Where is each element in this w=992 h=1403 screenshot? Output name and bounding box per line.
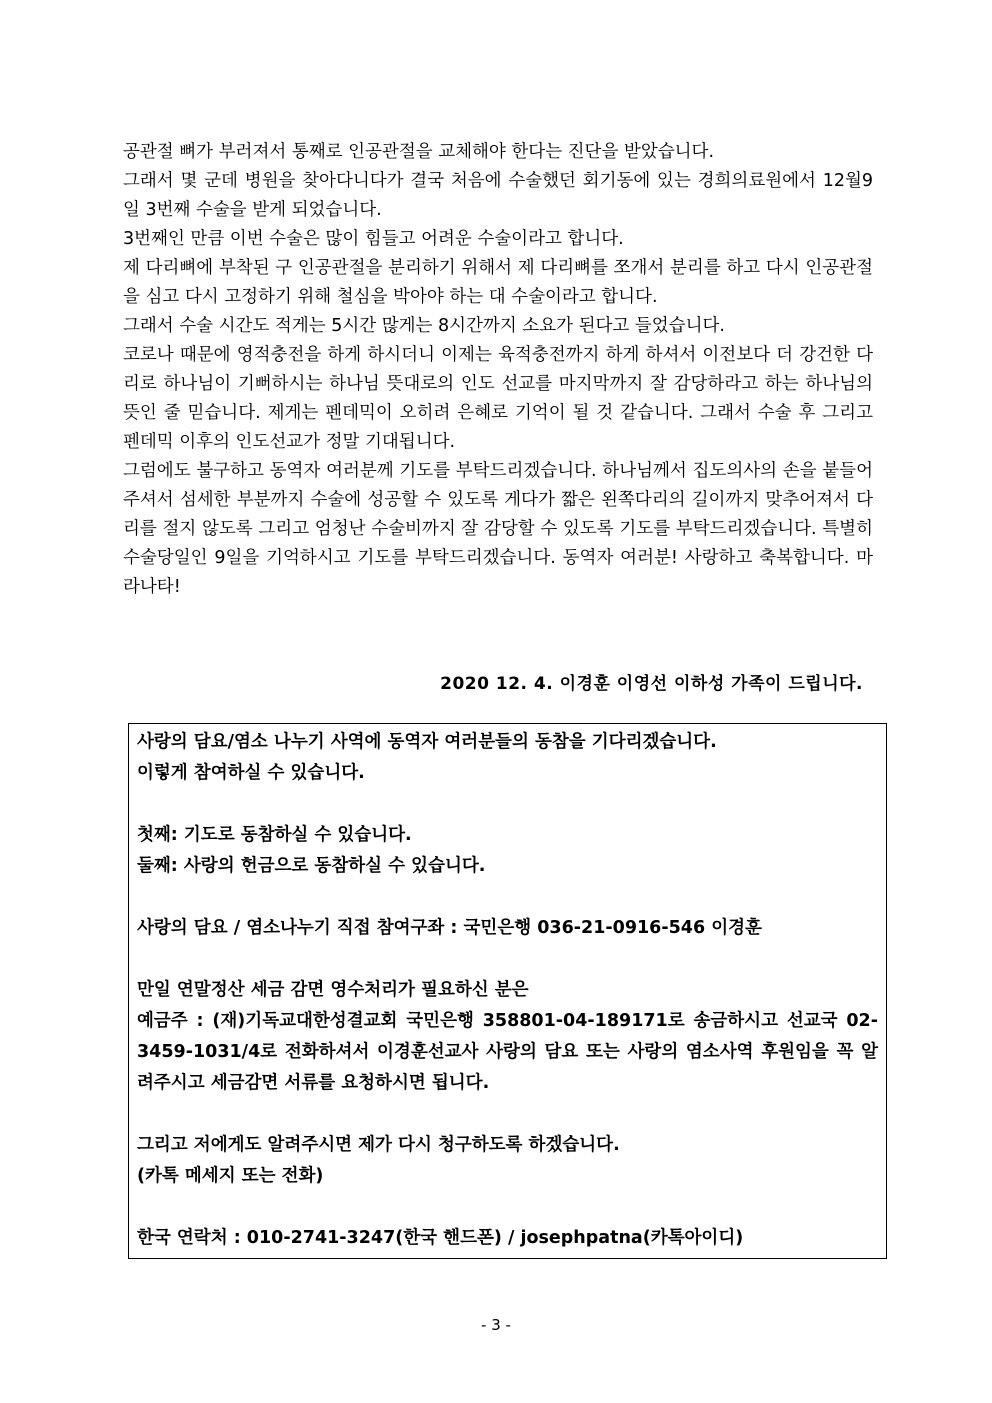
body-paragraph: 그럼에도 불구하고 동역자 여러분께 기도를 부탁드리겠습니다. 하나님께서 집도의사의 손을 붙들어주셔서 섬세한 부분까지 수술에 성공할 수 있도록 게다가 짧은 왼쪽다리의 길이까지 맞추어져서 다리를 절지 않도록 그리고 엄청난 수술비까지 잘 감당할 수 있도록 기도를 부탁드리겠습니다. 특별히 수술당일인 9일을 기억하시고 기도를 부탁드리겠습니다. 동역자 여러분! 사랑하고 축복합니다. 마라나타! — [123, 461, 873, 597]
body-paragraph: 그래서 수술 시간도 적게는 5시간 많게는 8시간까지 소요가 된다고 들었습니다. — [123, 316, 725, 336]
info-first: 첫째: 기도로 동참하실 수 있습니다. — [137, 825, 412, 845]
signature-line: 2020 12. 4. 이경훈 이영선 이하성 가족이 드립니다. — [440, 674, 863, 694]
info-second: 둘째: 사랑의 헌금으로 동참하실 수 있습니다. — [137, 856, 486, 876]
body-paragraph: 제 다리뼈에 부착된 구 인공관절을 분리하기 위해서 제 다리뼈를 쪼개서 분리를 하고 다시 인공관절을 심고 다시 고정하기 위해 철심을 박아야 하는 대 수술이라고 합니다. — [123, 258, 873, 307]
info-tax-intro: 만일 연말정산 세금 감면 영수처리가 필요하신 분은 — [137, 980, 529, 1000]
donation-info-box — [128, 723, 887, 1259]
spacer — [137, 1099, 878, 1130]
info-notify: 그리고 저에게도 알려주시면 제가 다시 청구하도록 하겠습니다. — [137, 1135, 620, 1155]
body-paragraph: 공관절 뼈가 부러져서 통째로 인공관절을 교체해야 한다는 진단을 받았습니다. — [123, 142, 715, 162]
spacer — [137, 944, 878, 975]
info-account: 사랑의 담요 / 염소나누기 직접 참여구좌 : 국민은행 036-21-0916-546 이경훈 — [137, 918, 762, 938]
info-contact: 한국 연락처 : 010-2741-3247(한국 핸드폰) / josephpatna(카톡아이디) — [137, 1228, 744, 1248]
info-intro-2: 이렇게 참여하실 수 있습니다. — [137, 763, 365, 783]
spacer — [137, 1192, 878, 1223]
body-paragraph: 3번째인 만큼 이번 수술은 많이 힘들고 어려운 수술이라고 합니다. — [123, 229, 624, 249]
info-tax-detail: 예금주 : (재)기독교대한성결교회 국민은행 358801-04-189171로 송금하시고 선교국 02-3459-1031/4로 전화하셔서 이경훈선교사 사랑의 담요 또는 사랑의 염소사역 후원임을 꼭 알려주시고 세금감면 서류를 요청하시면 됩니다. — [137, 1011, 878, 1093]
spacer — [137, 882, 878, 913]
body-paragraph: 그래서 몇 군데 병원을 찾아다니다가 결국 처음에 수술했던 회기동에 있는 경희의료원에서 12월9일 3번째 수술을 받게 되었습니다. — [123, 171, 873, 220]
spacer — [137, 789, 878, 820]
body-paragraph: 코로나 때문에 영적충전을 하게 하시더니 이제는 육적충전까지 하게 하셔서 이전보다 더 강건한 다리로 하나님이 기뻐하시는 하나님 뜻대로의 인도 선교를 마지막까지 잘 감당하라고 하는 하나님의 뜻인 줄 믿습니다. 제게는 펜데믹이 오히려 은혜로 기억이 될 것 같습니다. 그래서 수술 후 그리고 펜데믹 이후의 인도선교가 정말 기대됩니다. — [123, 345, 873, 452]
info-notify-2: (카톡 메세지 또는 전화) — [137, 1166, 324, 1186]
info-intro: 사랑의 담요/염소 나누기 사역에 동역자 여러분들의 동참을 기다리겠습니다. — [137, 732, 717, 752]
page-number: - 3 - — [481, 1316, 511, 1334]
letter-body — [123, 138, 873, 602]
